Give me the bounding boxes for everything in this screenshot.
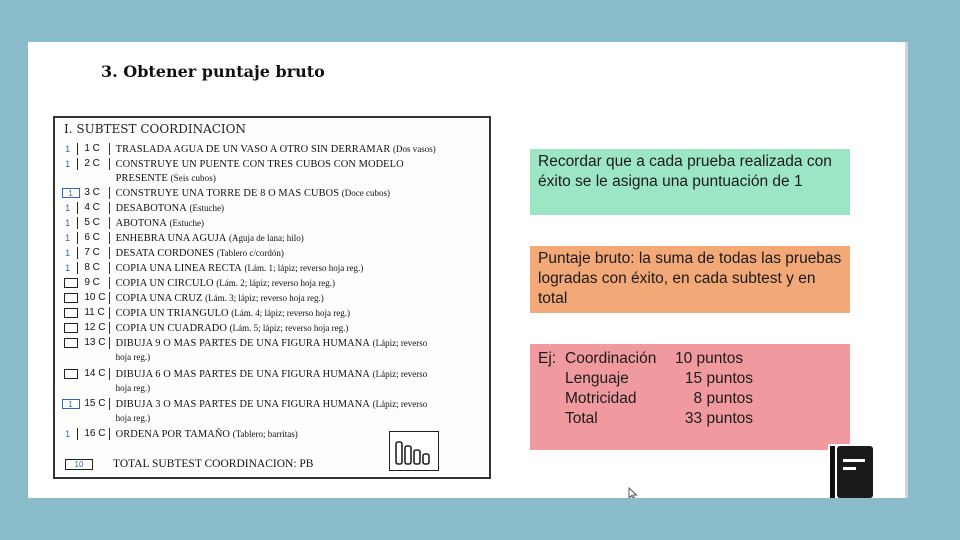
- item-number: 6 C: [82, 232, 109, 244]
- item-score: [59, 292, 82, 304]
- subtest-item-row: [59, 277, 485, 291]
- item-score: 1: [59, 187, 82, 199]
- subtest-item-row: [59, 398, 485, 425]
- item-description: COPIA UNA CRUZ (Lám. 3; lápiz; reverso hoja reg.): [115, 293, 324, 304]
- item-score: 1: [59, 217, 82, 229]
- item-description: TRASLADA AGUA DE UN VASO A OTRO SIN DERRAMAR (Dos vasos): [115, 144, 436, 155]
- item-number: 11 C: [82, 307, 109, 319]
- subtest-item-row: [59, 247, 485, 261]
- subtest-item-row: [59, 322, 485, 336]
- item-description: COPIA UNA LINEA RECTA (Lám. 1; lápiz; reverso hoja reg.): [115, 263, 364, 274]
- subtest-item-row: [59, 143, 485, 157]
- notes-book-icon[interactable]: [828, 444, 874, 498]
- example-row-2: [538, 389, 842, 409]
- slide: [28, 42, 908, 498]
- subtest-item-row: [59, 368, 485, 395]
- total-score-box: 10: [65, 459, 93, 470]
- example-label: Coordinación: [565, 350, 657, 367]
- mouse-cursor-icon: [628, 486, 638, 498]
- subtest-item-row: [59, 202, 485, 216]
- item-description: DIBUJA 9 O MAS PARTES DE UNA FIGURA HUMANA (Lápiz; reverso hoja reg.): [115, 338, 428, 362]
- item-description: ENHEBRA UNA AGUJA (Aguja de lana; hilo): [115, 233, 304, 244]
- item-number: 5 C: [82, 217, 109, 229]
- item-score: 1: [59, 143, 82, 155]
- example-label: Lenguaje: [565, 370, 629, 387]
- item-description: DIBUJA 3 O MAS PARTES DE UNA FIGURA HUMANA (Lápiz; reverso hoja reg.): [115, 399, 428, 423]
- slide-title: 3. Obtener puntaje bruto: [101, 62, 325, 81]
- item-number: 8 C: [82, 262, 109, 274]
- example-label: Total: [565, 410, 598, 427]
- example-value: 15 puntos: [684, 370, 753, 387]
- item-score: [59, 337, 82, 349]
- example-row-0: [538, 349, 842, 369]
- total-row: [59, 458, 313, 470]
- item-description: DESATA CORDONES (Tablero c/cordón): [115, 248, 284, 259]
- item-number: 15 C: [82, 398, 109, 410]
- example-value: 8 puntos: [693, 390, 753, 407]
- item-number: 10 C: [82, 292, 109, 304]
- item-score: [59, 277, 82, 289]
- note-green: Recordar que a cada prueba realizada con éxito se le asigna una puntuación de 1: [530, 149, 850, 215]
- subtest-item-row: [59, 217, 485, 231]
- item-description: COPIA UN CUADRADO (Lám. 5; lápiz; reverso hoja reg.): [115, 323, 349, 334]
- example-value: 10 puntos: [675, 350, 744, 367]
- subtest-form-scan: [53, 116, 491, 479]
- item-description: DESABOTONA (Estuche): [115, 203, 224, 214]
- item-score: 1: [59, 202, 82, 214]
- pb-symbol-icon: [389, 431, 439, 471]
- item-description: CONSTRUYE UNA TORRE DE 8 O MAS CUBOS (Doce cubos): [115, 188, 390, 199]
- item-score: [59, 307, 82, 319]
- subtest-item-row: [59, 262, 485, 276]
- item-description: COPIA UN TRIANGULO (Lám. 4; lápiz; reverso hoja reg.): [115, 308, 350, 319]
- item-score: 1: [59, 158, 82, 170]
- item-number: 2 C: [82, 158, 109, 170]
- item-number: 4 C: [82, 202, 109, 214]
- item-number: 1 C: [82, 143, 109, 155]
- item-number: 14 C: [82, 368, 109, 380]
- item-number: 3 C: [82, 187, 109, 199]
- item-score: 1: [59, 428, 82, 440]
- note-orange: Puntaje bruto: la suma de todas las pruebas logradas con éxito, en cada subtest y en total: [530, 246, 850, 313]
- subtest-item-row: [59, 232, 485, 246]
- item-number: 13 C: [82, 337, 109, 349]
- note-example: [530, 344, 850, 450]
- subtest-item-row: [59, 187, 485, 201]
- subtest-item-row: [59, 337, 485, 364]
- item-score: 1: [59, 247, 82, 259]
- item-number: 12 C: [82, 322, 109, 334]
- item-score: [59, 322, 82, 334]
- item-description: CONSTRUYE UN PUENTE CON TRES CUBOS CON MODELO PRESENTE (Seis cubos): [115, 159, 404, 184]
- example-label: Motricidad: [565, 390, 637, 407]
- example-prefix: Ej:: [538, 350, 557, 367]
- item-number: 7 C: [82, 247, 109, 259]
- item-score: 1: [59, 398, 82, 410]
- item-score: 1: [59, 262, 82, 274]
- subtest-item-row: [59, 158, 485, 185]
- item-description: ORDENA POR TAMAÑO (Tablero; barritas): [115, 429, 298, 440]
- total-label: TOTAL SUBTEST COORDINACION: PB: [113, 458, 314, 470]
- subtest-item-row: [59, 292, 485, 306]
- item-score: 1: [59, 232, 82, 244]
- item-description: COPIA UN CIRCULO (Lám. 2; lápiz; reverso hoja reg.): [115, 278, 335, 289]
- example-row-1: [538, 369, 842, 389]
- item-number: 16 C: [82, 428, 109, 440]
- item-description: DIBUJA 6 O MAS PARTES DE UNA FIGURA HUMANA (Lápiz; reverso hoja reg.): [115, 369, 428, 393]
- example-value: 33 puntos: [684, 410, 753, 427]
- subtest-title: I. SUBTEST COORDINACION: [64, 122, 247, 136]
- subtest-item-row: [59, 307, 485, 321]
- item-number: 9 C: [82, 277, 109, 289]
- example-row-3: [538, 409, 842, 429]
- item-description: ABOTONA (Estuche): [115, 218, 205, 229]
- item-score: [59, 368, 82, 380]
- slide-edge: [905, 42, 908, 498]
